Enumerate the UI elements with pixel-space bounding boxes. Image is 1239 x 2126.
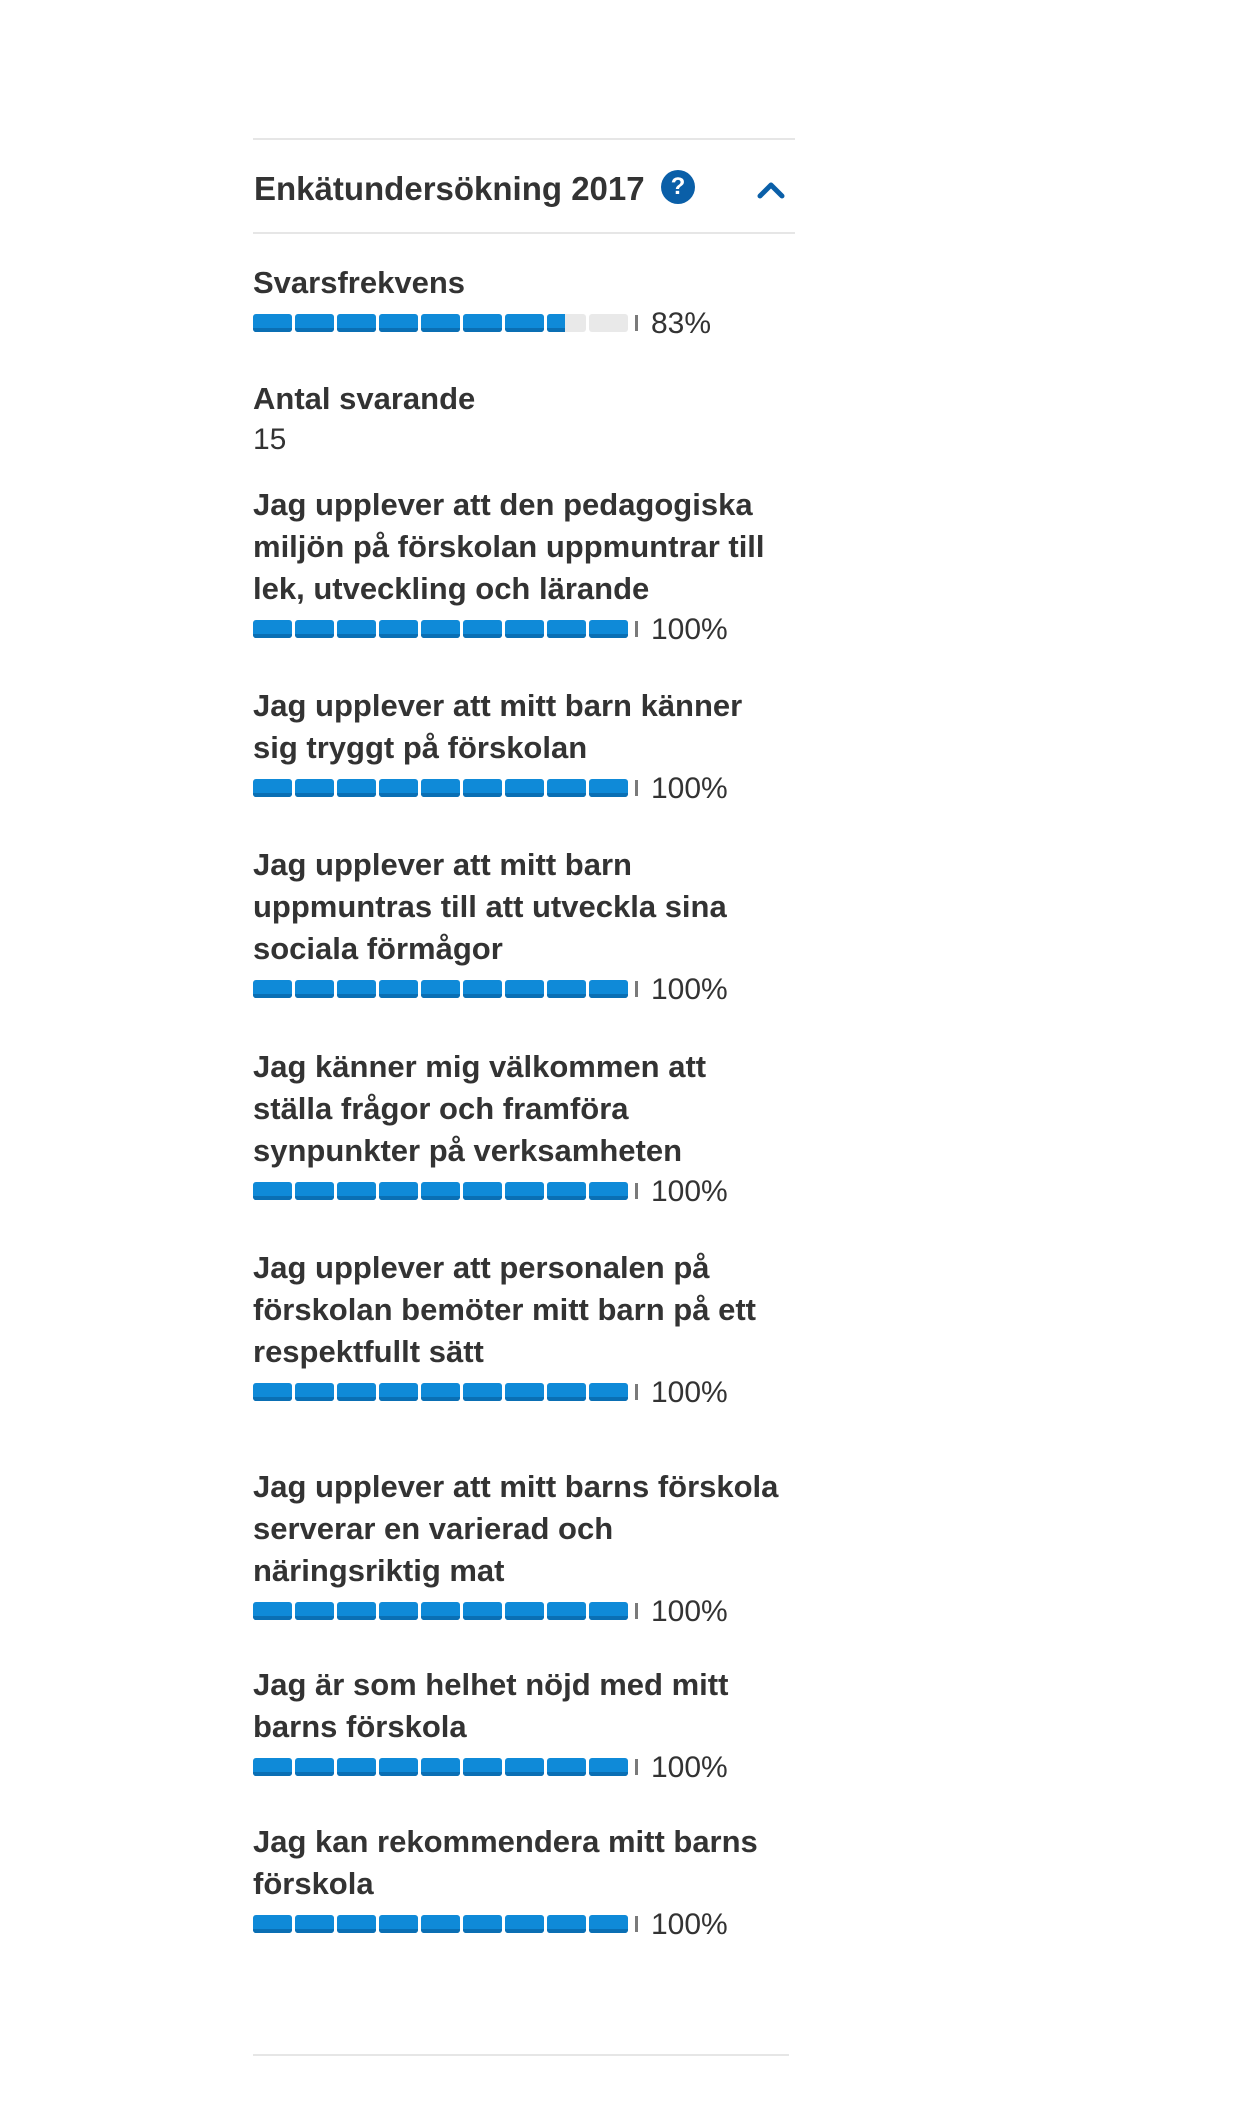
question-item	[253, 1664, 793, 1788]
progress-segment	[505, 1602, 544, 1620]
progress-end-marker	[635, 1759, 638, 1775]
progress-fill	[253, 1182, 292, 1200]
progress-segment	[295, 1915, 334, 1933]
progress-fill	[463, 1182, 502, 1200]
progress-segment	[253, 779, 292, 797]
question-item	[253, 844, 793, 1010]
progress-end-marker	[635, 1384, 638, 1400]
question-label: Jag är som helhet nöjd med mitt barns förskola	[253, 1667, 729, 1744]
progress-segment	[463, 620, 502, 638]
question-item	[253, 1466, 793, 1632]
question-percent: 100%	[651, 613, 728, 646]
progress-fill	[337, 1182, 376, 1200]
progress-bar	[253, 1602, 639, 1620]
response-rate-percent: 83%	[651, 307, 712, 340]
progress-segment	[547, 980, 586, 998]
progress-fill	[505, 1915, 544, 1933]
progress-bar	[253, 620, 639, 638]
progress-bar	[253, 1383, 639, 1401]
progress-segment	[547, 1383, 586, 1401]
progress-bar	[253, 1182, 639, 1200]
progress-fill	[379, 779, 418, 797]
progress-segment	[547, 1915, 586, 1933]
progress-fill	[547, 779, 586, 797]
progress-fill	[379, 1915, 418, 1933]
progress-segment	[505, 1383, 544, 1401]
progress-end-marker	[635, 1916, 638, 1932]
progress-fill	[547, 1915, 586, 1933]
respondents-item	[253, 378, 793, 460]
response-rate-label: Svarsfrekvens	[253, 265, 465, 300]
question-percent: 100%	[651, 772, 728, 805]
question-label: Jag upplever att mitt barns förskola serverar en varierad och näringsriktig mat	[253, 1469, 779, 1588]
progress-fill	[505, 1383, 544, 1401]
progress-fill	[337, 980, 376, 998]
progress-segment	[253, 314, 292, 332]
progress-fill	[505, 1182, 544, 1200]
progress-bar	[253, 980, 639, 998]
progress-fill	[295, 620, 334, 638]
survey-items	[253, 234, 795, 1996]
progress-fill	[547, 1383, 586, 1401]
progress-segment	[295, 620, 334, 638]
progress-fill	[589, 1915, 628, 1933]
progress-fill	[337, 1602, 376, 1620]
progress-segment	[253, 1758, 292, 1776]
progress-segment	[337, 314, 376, 332]
progress-fill	[253, 1602, 292, 1620]
progress-segment	[253, 1383, 292, 1401]
progress-bar	[253, 314, 639, 332]
progress-segment	[589, 1758, 628, 1776]
progress-fill	[253, 620, 292, 638]
question-item	[253, 484, 793, 650]
progress-fill	[253, 1758, 292, 1776]
progress-fill	[295, 314, 334, 332]
progress-fill	[337, 620, 376, 638]
question-label: Jag upplever att mitt barn känner sig tryggt på förskolan	[253, 688, 743, 765]
progress-segment	[421, 1915, 460, 1933]
progress-fill	[379, 1602, 418, 1620]
question-item	[253, 1046, 793, 1212]
progress-segment	[337, 1383, 376, 1401]
progress-segment	[295, 779, 334, 797]
progress-segment	[379, 1182, 418, 1200]
progress-fill	[505, 620, 544, 638]
progress-fill	[379, 1758, 418, 1776]
progress-segment	[295, 980, 334, 998]
progress-segment	[547, 620, 586, 638]
progress-segment	[379, 1758, 418, 1776]
progress-segment	[379, 620, 418, 638]
chevron-up-icon[interactable]	[751, 170, 791, 210]
respondents-label: Antal svarande	[253, 381, 476, 416]
progress-segment	[379, 314, 418, 332]
question-item	[253, 1821, 793, 1945]
progress-fill	[379, 620, 418, 638]
progress-segment	[337, 1182, 376, 1200]
progress-fill	[295, 1758, 334, 1776]
progress-end-marker	[635, 780, 638, 796]
progress-fill	[421, 314, 460, 332]
progress-fill	[253, 314, 292, 332]
response-rate-item	[253, 262, 793, 344]
progress-fill	[337, 1383, 376, 1401]
progress-segment	[505, 1182, 544, 1200]
progress-fill	[421, 1758, 460, 1776]
question-percent: 100%	[651, 973, 728, 1006]
progress-fill	[463, 779, 502, 797]
progress-segment	[421, 779, 460, 797]
survey-panel	[253, 138, 795, 1996]
progress-fill	[463, 1383, 502, 1401]
progress-segment	[463, 980, 502, 998]
question-percent: 100%	[651, 1595, 728, 1628]
progress-segment	[253, 620, 292, 638]
progress-segment	[505, 620, 544, 638]
progress-segment	[253, 980, 292, 998]
progress-segment	[463, 1915, 502, 1933]
progress-fill	[421, 980, 460, 998]
progress-fill	[295, 1915, 334, 1933]
progress-fill	[463, 620, 502, 638]
survey-header[interactable]	[253, 140, 795, 232]
progress-segment	[253, 1182, 292, 1200]
progress-fill	[253, 779, 292, 797]
progress-segment	[421, 1383, 460, 1401]
progress-bar	[253, 1915, 639, 1933]
progress-bar	[253, 779, 639, 797]
question-label: Jag känner mig välkommen att ställa frågor och framföra synpunkter på verksamheten	[253, 1049, 707, 1168]
progress-bar	[253, 1758, 639, 1776]
progress-end-marker	[635, 981, 638, 997]
progress-segment	[421, 1602, 460, 1620]
progress-segment	[253, 1602, 292, 1620]
question-circle-icon[interactable]: ?	[661, 170, 695, 204]
question-bar-row	[253, 769, 793, 809]
question-label: Jag kan rekommendera mitt barns förskola	[253, 1824, 758, 1901]
progress-end-marker	[635, 621, 638, 637]
progress-end-marker	[635, 315, 638, 331]
progress-segment	[505, 1758, 544, 1776]
question-percent: 100%	[651, 1175, 728, 1208]
progress-fill	[295, 1602, 334, 1620]
question-bar-row	[253, 1373, 793, 1413]
progress-segment	[589, 1383, 628, 1401]
question-percent: 100%	[651, 1751, 728, 1784]
progress-segment	[379, 779, 418, 797]
progress-segment	[589, 1182, 628, 1200]
question-label: Jag upplever att mitt barn uppmuntras till att utveckla sina sociala förmågor	[253, 847, 727, 966]
question-label: Jag upplever att den pedagogiska miljön på förskolan uppmuntrar till lek, utveckling och lärande	[253, 487, 765, 606]
question-item	[253, 1247, 793, 1413]
progress-fill	[547, 314, 565, 332]
progress-segment	[589, 1915, 628, 1933]
progress-fill	[463, 980, 502, 998]
progress-segment	[463, 1182, 502, 1200]
progress-segment	[463, 314, 502, 332]
progress-segment	[337, 779, 376, 797]
progress-fill	[337, 1758, 376, 1776]
progress-segment	[589, 620, 628, 638]
progress-segment	[337, 1915, 376, 1933]
progress-segment	[379, 980, 418, 998]
question-item	[253, 685, 793, 809]
progress-fill	[379, 1383, 418, 1401]
question-bar-row	[253, 610, 793, 650]
question-bar-row	[253, 1592, 793, 1632]
question-bar-row	[253, 1905, 793, 1945]
progress-segment	[421, 1758, 460, 1776]
progress-fill	[463, 314, 502, 332]
respondents-count: 15	[253, 423, 287, 456]
question-percent: 100%	[651, 1908, 728, 1941]
progress-segment	[295, 1758, 334, 1776]
progress-fill	[253, 1915, 292, 1933]
question-bar-row	[253, 1172, 793, 1212]
progress-fill	[337, 1915, 376, 1933]
progress-segment	[463, 779, 502, 797]
progress-fill	[379, 314, 418, 332]
progress-segment	[421, 1182, 460, 1200]
progress-segment	[337, 620, 376, 638]
progress-segment	[379, 1602, 418, 1620]
progress-fill	[589, 1602, 628, 1620]
progress-segment	[421, 314, 460, 332]
progress-segment	[463, 1602, 502, 1620]
progress-segment	[505, 1915, 544, 1933]
progress-fill	[505, 980, 544, 998]
progress-segment	[463, 1383, 502, 1401]
progress-fill	[337, 314, 376, 332]
progress-fill	[505, 314, 544, 332]
progress-fill	[421, 1602, 460, 1620]
progress-fill	[547, 620, 586, 638]
progress-segment	[505, 779, 544, 797]
progress-segment	[379, 1915, 418, 1933]
progress-fill	[589, 1182, 628, 1200]
progress-fill	[547, 980, 586, 998]
progress-fill	[505, 1602, 544, 1620]
progress-segment	[589, 314, 628, 332]
progress-segment	[337, 1758, 376, 1776]
progress-fill	[421, 1383, 460, 1401]
bottom-divider	[253, 2054, 789, 2056]
progress-fill	[547, 1758, 586, 1776]
progress-fill	[463, 1602, 502, 1620]
progress-segment	[295, 1383, 334, 1401]
progress-segment	[295, 314, 334, 332]
progress-segment	[463, 1758, 502, 1776]
progress-fill	[505, 1758, 544, 1776]
progress-segment	[589, 779, 628, 797]
progress-segment	[547, 779, 586, 797]
progress-fill	[589, 1758, 628, 1776]
progress-fill	[463, 1915, 502, 1933]
progress-fill	[379, 1182, 418, 1200]
question-percent: 100%	[651, 1376, 728, 1409]
progress-fill	[589, 779, 628, 797]
progress-segment	[547, 1182, 586, 1200]
progress-fill	[253, 1383, 292, 1401]
progress-fill	[421, 1915, 460, 1933]
progress-segment	[421, 980, 460, 998]
progress-end-marker	[635, 1603, 638, 1619]
question-bar-row	[253, 1748, 793, 1788]
progress-segment	[547, 1758, 586, 1776]
progress-fill	[589, 980, 628, 998]
progress-fill	[589, 620, 628, 638]
progress-fill	[295, 779, 334, 797]
question-label: Jag upplever att personalen på förskolan bemöter mitt barn på ett respektfullt sätt	[253, 1250, 756, 1369]
progress-fill	[337, 779, 376, 797]
progress-segment	[505, 314, 544, 332]
question-bar-row	[253, 970, 793, 1010]
progress-fill	[295, 1383, 334, 1401]
progress-fill	[463, 1758, 502, 1776]
progress-segment	[505, 980, 544, 998]
progress-fill	[547, 1602, 586, 1620]
progress-segment	[253, 1915, 292, 1933]
progress-segment	[295, 1602, 334, 1620]
progress-end-marker	[635, 1183, 638, 1199]
progress-segment	[337, 1602, 376, 1620]
progress-segment	[337, 980, 376, 998]
progress-fill	[295, 980, 334, 998]
progress-fill	[421, 779, 460, 797]
progress-fill	[589, 1383, 628, 1401]
progress-fill	[253, 980, 292, 998]
progress-segment	[589, 1602, 628, 1620]
progress-segment	[421, 620, 460, 638]
response-rate-bar-row	[253, 304, 793, 344]
progress-fill	[379, 980, 418, 998]
survey-title: Enkätundersökning 2017	[254, 170, 645, 207]
progress-segment	[295, 1182, 334, 1200]
progress-fill	[505, 779, 544, 797]
progress-fill	[421, 620, 460, 638]
progress-fill	[295, 1182, 334, 1200]
progress-segment	[547, 314, 586, 332]
progress-fill	[547, 1182, 586, 1200]
progress-segment	[547, 1602, 586, 1620]
progress-segment	[379, 1383, 418, 1401]
progress-segment	[589, 980, 628, 998]
progress-fill	[421, 1182, 460, 1200]
